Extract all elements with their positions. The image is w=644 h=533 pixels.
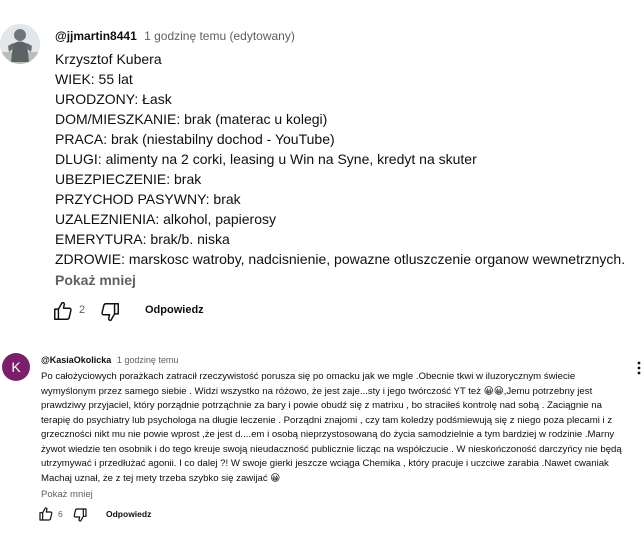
comment-header xyxy=(41,355,178,365)
thumbs-up-icon xyxy=(52,300,74,322)
statue-avatar-image xyxy=(0,24,40,64)
comment-line: EMERYTURA: brak/b. niska xyxy=(55,231,230,247)
more-options-icon[interactable] xyxy=(636,361,642,375)
show-less-link[interactable]: Pokaż mniej xyxy=(55,272,136,288)
like-count: 6 xyxy=(58,509,63,519)
comment-text: Po całożyciowych porażkach zatracił rzeczywistość porusza się po omacku jak we mgle .Obecnie tkwi w iluzorycznym świecie wymyślonym przez samego siebie . Widzi wszystko na różowo, że jest zaje...sty i jego twórczość YT też 😀😀,Jemu potrzebny jest prawdziwy przyjaciel, który porządnie potrząchnie za bary i powie obudź się z matrixu , bo straciłeś kontrolę nad sobą . Zaciągnie na terapię do psychiatry lub psychologa na długie leczenie . Porządni znajomi , czy tam koledzy podśmiewują się z niego poza plecami i z grzeczności nikt mu nie powie wprost ,że jest d....em i osobą nieprzystosowaną do życia samodzielnie a tym bardziej w rodzinie .Marny żywot wiedzie ten osobnik i do tego kreuje swoją nieudaczność publicznie licząc na współczucie . W nieskończoność darczyńcy nie będą utrzymywać i przedłużać agonii. I co dalej ?! W swoje gierki jeszcze wciąga Chemika , który pracuje i uczciwe zarabia .Nawet cwaniak Machaj uznał, że z tej mety trzeba szybko się zawijać 😀 xyxy=(41,371,622,484)
comment-line: DLUGI: alimenty na 2 corki, leasing u Win na Syne, kredyt na skuter xyxy=(55,151,477,167)
dislike-button[interactable] xyxy=(99,301,121,328)
dislike-button[interactable] xyxy=(72,507,88,528)
reply-button[interactable]: Odpowiedz xyxy=(145,304,204,316)
comment-timestamp[interactable]: 1 godzinę temu xyxy=(116,355,179,365)
like-button[interactable] xyxy=(52,300,74,327)
avatar[interactable] xyxy=(0,24,40,64)
comment-line: DOM/MIESZKANIE: brak (materac u kolegi) xyxy=(55,111,328,127)
thumbs-down-icon xyxy=(72,507,88,523)
comment-line: PRZYCHOD PASYWNY: brak xyxy=(55,191,241,207)
like-count: 2 xyxy=(79,304,86,316)
comment-line: UBEZPIECZENIE: brak xyxy=(55,171,202,187)
comment-author[interactable]: @jjmartin8441 xyxy=(55,29,137,43)
comment-text xyxy=(55,49,635,269)
comment-line: Krzysztof Kubera xyxy=(55,51,162,67)
comment-timestamp[interactable]: 1 godzinę temu (edytowany) xyxy=(144,29,295,43)
comment-line: WIEK: 55 lat xyxy=(55,71,133,87)
reply-button[interactable]: Odpowiedz xyxy=(106,509,152,519)
comment-header xyxy=(55,29,295,43)
show-less-link[interactable]: Pokaż mniej xyxy=(41,489,93,500)
avatar[interactable]: K xyxy=(2,353,30,381)
thumbs-down-icon xyxy=(99,301,121,323)
comment-line: URODZONY: Łask xyxy=(55,91,172,107)
comment-line: ZDROWIE: marskosc watroby, nadcisnienie, powazne otluszczenie organow wewnetrznych. xyxy=(55,251,626,267)
comment-author[interactable]: @KasiaOkolicka xyxy=(41,355,112,365)
like-button[interactable] xyxy=(38,506,54,527)
comment-line: PRACA: brak (niestabilny dochod - YouTube) xyxy=(55,131,335,147)
comment-line: UZALEZNIENIA: alkohol, papierosy xyxy=(55,211,276,227)
thumbs-up-icon xyxy=(38,506,54,522)
